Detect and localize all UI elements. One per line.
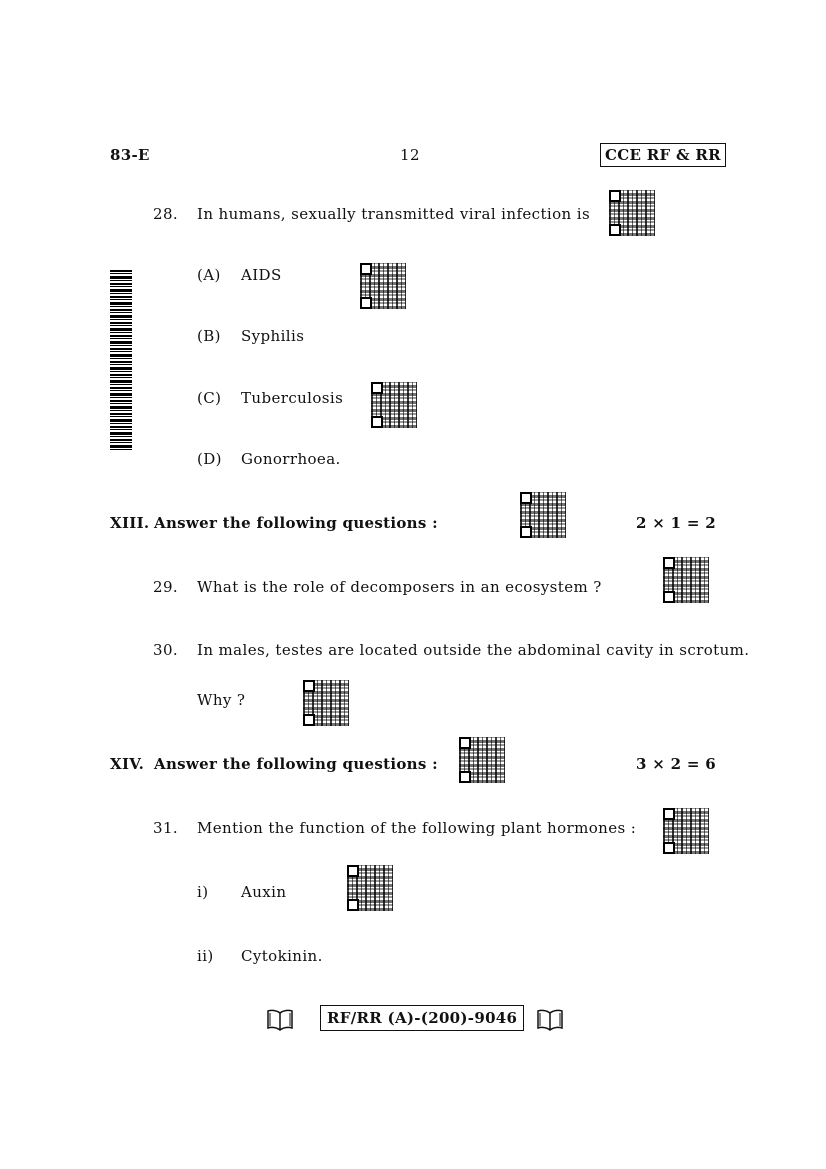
qr-code-icon: [663, 557, 709, 603]
section-numeral: XIV.: [110, 755, 145, 773]
section-marks: 2 × 1 = 2: [635, 514, 716, 532]
open-book-icon: [536, 1009, 564, 1031]
sub-item-text: Auxin: [241, 883, 287, 901]
question-text: Mention the function of the following plant hormones :: [197, 819, 637, 837]
question-number: 29.: [153, 578, 179, 596]
qr-code-icon: [459, 737, 505, 783]
qr-code-icon: [520, 492, 566, 538]
option-label: (A): [197, 266, 221, 284]
barcode-icon: [110, 270, 132, 452]
option-text: AIDS: [241, 266, 282, 284]
option-label: (C): [197, 389, 222, 407]
page-number: 12: [400, 146, 420, 164]
section-marks: 3 × 2 = 6: [635, 755, 716, 773]
option-text: Tuberculosis: [241, 389, 344, 407]
qr-code-icon: [609, 190, 655, 236]
qr-code-icon: [663, 808, 709, 854]
section-numeral: XIII.: [110, 514, 150, 532]
question-text: In humans, sexually transmitted viral infection is: [197, 205, 591, 223]
question-number: 31.: [153, 819, 179, 837]
option-text: Gonorrhoea.: [241, 450, 341, 468]
question-text: What is the role of decomposers in an ecosystem ?: [197, 578, 602, 596]
option-text: Syphilis: [241, 327, 305, 345]
section-title: Answer the following questions :: [154, 514, 438, 532]
question-number: 28.: [153, 205, 179, 223]
question-number: 30.: [153, 641, 179, 659]
qr-code-icon: [347, 865, 393, 911]
qr-code-icon: [371, 382, 417, 428]
qr-code-icon: [360, 263, 406, 309]
question-text: In males, testes are located outside the abdominal cavity in scrotum.: [197, 641, 750, 659]
footer-code: RF/RR (A)-(200)-9046: [320, 1005, 524, 1031]
sub-item-label: ii): [197, 947, 214, 965]
section-title: Answer the following questions :: [154, 755, 438, 773]
option-label: (D): [197, 450, 222, 468]
question-text-continued: Why ?: [197, 691, 246, 709]
paper-code: 83-E: [110, 146, 150, 164]
sub-item-text: Cytokinin.: [241, 947, 323, 965]
exam-badge: CCE RF & RR: [600, 143, 726, 167]
sub-item-label: i): [197, 883, 209, 901]
qr-code-icon: [303, 680, 349, 726]
option-label: (B): [197, 327, 221, 345]
open-book-icon: [266, 1009, 294, 1031]
